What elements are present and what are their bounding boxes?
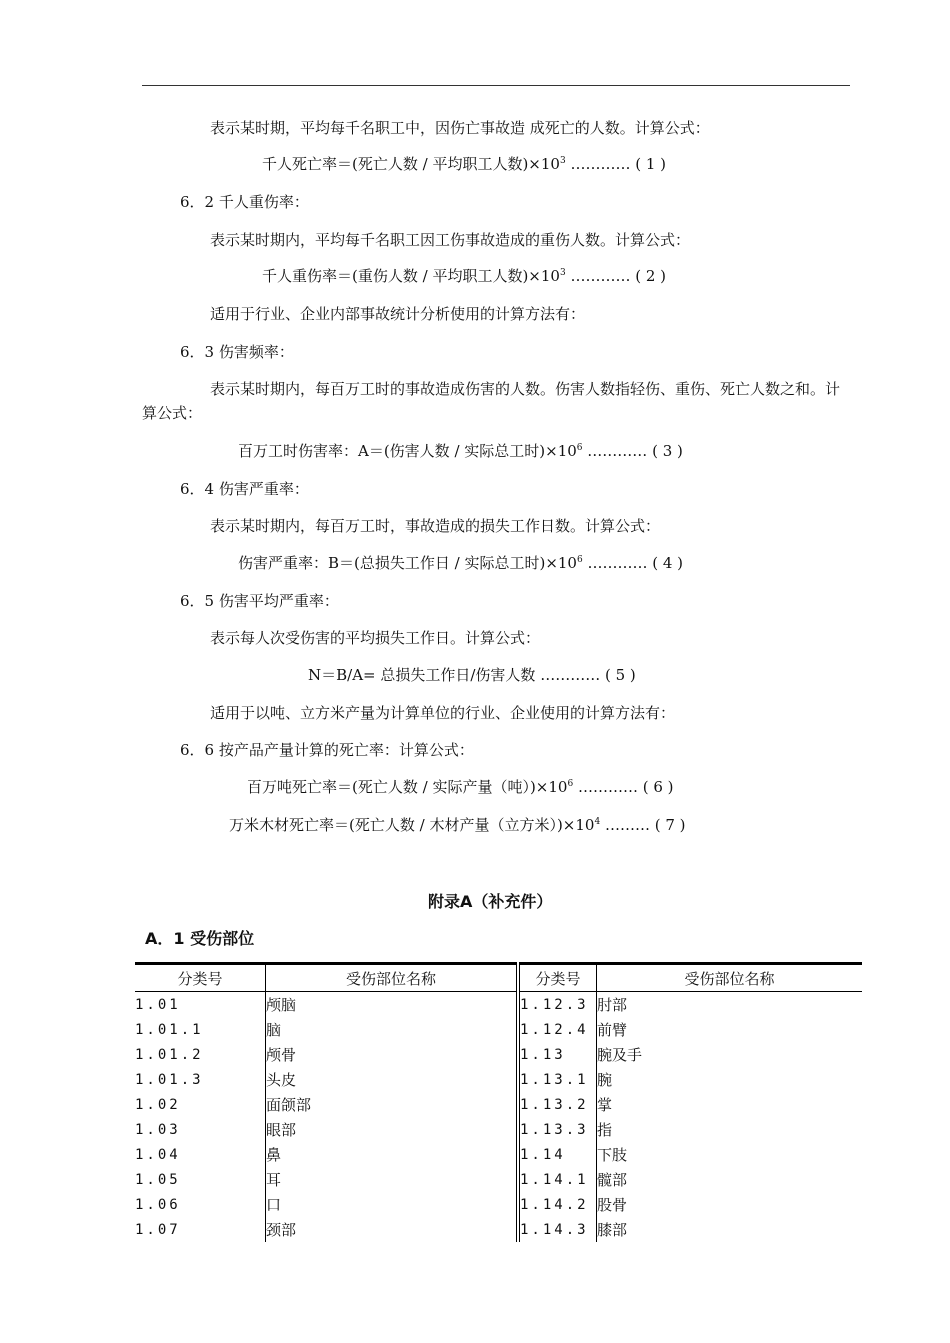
section-6-3: 6．3 伤害频率： bbox=[180, 343, 294, 361]
name-cell: 面颌部 bbox=[266, 1096, 312, 1114]
formula-4: 伤害严重率：B＝(总损失工作日 / 实际总工时)$\times 10^6$ ………… ( 4 ) bbox=[238, 554, 684, 572]
name-cell: 膝部 bbox=[597, 1221, 628, 1239]
code-cell: 1.12.4 bbox=[518, 1017, 597, 1042]
code-cell: 1.03 bbox=[135, 1117, 266, 1142]
code-cell: 1.14.1 bbox=[518, 1167, 597, 1192]
table-row bbox=[135, 1192, 862, 1217]
code-cell: 1.14 bbox=[518, 1142, 597, 1167]
col-header-code-right: 分类号 bbox=[518, 964, 597, 992]
table-row bbox=[135, 1217, 862, 1242]
section-6-5: 6．5 伤害平均严重率： bbox=[180, 592, 339, 610]
formula-1: 千人死亡率＝(死亡人数 / 平均职工人数)$\times 10^3$ ………… ( 1 ) bbox=[262, 155, 667, 173]
name-cell: 眼部 bbox=[266, 1121, 297, 1139]
table-row bbox=[135, 1117, 862, 1142]
name-cell: 腕 bbox=[597, 1071, 613, 1089]
code-cell: 1.01.2 bbox=[135, 1042, 266, 1067]
name-cell: 股骨 bbox=[597, 1196, 628, 1214]
name-cell: 前臂 bbox=[597, 1021, 628, 1039]
code-cell: 1.06 bbox=[135, 1192, 266, 1217]
table-row bbox=[135, 1092, 862, 1117]
formula-3: 百万工时伤害率：A＝(伤害人数 / 实际总工时)$\times 10^6$ ………… ( 3 ) bbox=[238, 442, 683, 460]
name-cell: 腕及手 bbox=[597, 1046, 643, 1064]
table-row bbox=[135, 1167, 862, 1192]
name-cell: 髋部 bbox=[597, 1171, 628, 1189]
table-row bbox=[135, 1017, 862, 1042]
name-cell: 颈部 bbox=[266, 1221, 297, 1239]
injury-location-table bbox=[135, 962, 862, 1242]
code-cell: 1.01.1 bbox=[135, 1017, 266, 1042]
col-header-name-left: 受伤部位名称 bbox=[266, 964, 519, 992]
para-industry-methods: 适用于行业、企业内部事故统计分析使用的计算方法有： bbox=[210, 305, 586, 323]
code-cell: 1.02 bbox=[135, 1092, 266, 1117]
name-cell: 鼻 bbox=[266, 1146, 282, 1164]
name-cell: 脑 bbox=[266, 1021, 282, 1039]
name-cell: 口 bbox=[266, 1196, 282, 1214]
code-cell: 1.12.3 bbox=[518, 992, 597, 1018]
para-output-methods: 适用于以吨、立方米产量为计算单位的行业、企业使用的计算方法有： bbox=[210, 704, 676, 722]
appendix-title: 附录A（补充件） bbox=[428, 892, 553, 911]
table-row bbox=[135, 992, 862, 1018]
code-cell: 1.01 bbox=[135, 992, 266, 1018]
para-frequency-desc: 表示某时期内，每百万工时的事故造成伤害的人数。伤害人数指轻伤、重伤、死亡人数之和。计算公式： bbox=[142, 380, 841, 422]
name-cell: 下肢 bbox=[597, 1146, 628, 1164]
name-cell: 指 bbox=[597, 1121, 613, 1139]
section-6-4: 6．4 伤害严重率： bbox=[180, 480, 309, 498]
col-header-code-left: 分类号 bbox=[135, 964, 266, 992]
table-row bbox=[135, 1067, 862, 1092]
code-cell: 1.13.3 bbox=[518, 1117, 597, 1142]
name-cell: 颅骨 bbox=[266, 1046, 297, 1064]
section-6-2: 6．2 千人重伤率： bbox=[180, 193, 309, 211]
name-cell: 掌 bbox=[597, 1096, 613, 1114]
table-header-row bbox=[135, 964, 862, 992]
table-row bbox=[135, 1042, 862, 1067]
code-cell: 1.13.1 bbox=[518, 1067, 597, 1092]
table-row bbox=[135, 1142, 862, 1167]
formula-5: N＝B/A= 总损失工作日/伤害人数 ………… ( 5 ) bbox=[308, 666, 636, 684]
name-cell: 肘部 bbox=[597, 996, 628, 1014]
section-6-6: 6．6 按产品产量计算的死亡率：计算公式： bbox=[180, 741, 474, 759]
para-severity-desc: 表示某时期内，每百万工时，事故造成的损失工作日数。计算公式： bbox=[210, 517, 661, 535]
formula-7: 万米木材死亡率＝(死亡人数 / 木材产量（立方米）)$\times 10^4$ ……… ( 7 ) bbox=[229, 816, 686, 834]
code-cell: 1.04 bbox=[135, 1142, 266, 1167]
name-cell: 颅脑 bbox=[266, 996, 297, 1014]
para-serious-desc: 表示某时期内，平均每千名职工因工伤事故造成的重伤人数。计算公式： bbox=[210, 231, 691, 249]
header-rule bbox=[142, 85, 850, 86]
code-cell: 1.05 bbox=[135, 1167, 266, 1192]
col-header-name-right: 受伤部位名称 bbox=[597, 964, 863, 992]
code-cell: 1.13.2 bbox=[518, 1092, 597, 1117]
para-fatality-desc: 表示某时期，平均每千名职工中，因伤亡事故造 成死亡的人数。计算公式： bbox=[210, 119, 710, 137]
name-cell: 头皮 bbox=[266, 1071, 297, 1089]
code-cell: 1.14.2 bbox=[518, 1192, 597, 1217]
code-cell: 1.01.3 bbox=[135, 1067, 266, 1092]
appendix-subtitle: A．1 受伤部位 bbox=[145, 929, 255, 948]
formula-6: 百万吨死亡率＝(死亡人数 / 实际产量（吨）)$\times 10^6$ ………… ( 6 ) bbox=[247, 778, 674, 796]
code-cell: 1.14.3 bbox=[518, 1217, 597, 1242]
name-cell: 耳 bbox=[266, 1171, 282, 1189]
code-cell: 1.07 bbox=[135, 1217, 266, 1242]
para-avg-severity-desc: 表示每人次受伤害的平均损失工作日。计算公式： bbox=[210, 629, 541, 647]
formula-2: 千人重伤率＝(重伤人数 / 平均职工人数)$\times 10^3$ ………… ( 2 ) bbox=[262, 267, 667, 285]
code-cell: 1.13 bbox=[518, 1042, 597, 1067]
